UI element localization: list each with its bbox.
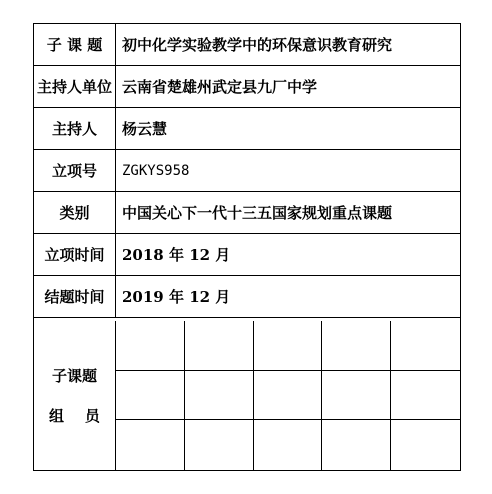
label-members	[34, 321, 116, 470]
label-members-line2: 组 员	[49, 406, 100, 425]
member-cell	[254, 420, 323, 470]
member-cell	[254, 371, 323, 421]
value-approval-date: 2018 年 12 月	[122, 246, 231, 264]
member-cell	[322, 420, 391, 470]
label-host-unit: 主持人单位	[34, 66, 116, 107]
member-cell	[116, 321, 185, 371]
member-cell	[322, 371, 391, 421]
label-category: 类别	[34, 192, 116, 233]
row-project-number	[34, 150, 460, 192]
member-cell	[185, 420, 254, 470]
row-host	[34, 108, 460, 150]
value-project-number: ZGKYS958	[122, 162, 190, 179]
row-completion-date	[34, 276, 460, 318]
project-info-table	[33, 23, 461, 471]
value-subproject: 初中化学实验教学中的环保意识教育研究	[122, 36, 393, 54]
label-host: 主持人	[34, 108, 116, 149]
member-cell	[391, 371, 460, 421]
row-host-unit	[34, 66, 460, 108]
member-cell	[322, 321, 391, 371]
value-category: 中国关心下一代十三五国家规划重点课题	[122, 204, 393, 222]
members-section	[34, 321, 460, 470]
member-cell	[185, 321, 254, 371]
member-cell	[391, 420, 460, 470]
label-members-line1: 子课题	[51, 366, 97, 385]
member-cell	[391, 321, 460, 371]
member-cell	[116, 420, 185, 470]
row-subproject	[34, 24, 460, 66]
member-cell	[254, 321, 323, 371]
members-grid	[116, 321, 460, 470]
row-approval-date	[34, 234, 460, 276]
member-cell	[116, 371, 185, 421]
label-subproject: 子 课 题	[34, 24, 116, 65]
value-completion-date: 2019 年 12 月	[122, 288, 231, 306]
label-approval-date: 立项时间	[34, 234, 116, 275]
row-category	[34, 192, 460, 234]
value-host-unit: 云南省楚雄州武定县九厂中学	[122, 78, 318, 96]
member-cell	[185, 371, 254, 421]
label-project-number: 立项号	[34, 150, 116, 191]
label-completion-date: 结题时间	[34, 276, 116, 317]
value-host: 杨云慧	[122, 120, 168, 138]
